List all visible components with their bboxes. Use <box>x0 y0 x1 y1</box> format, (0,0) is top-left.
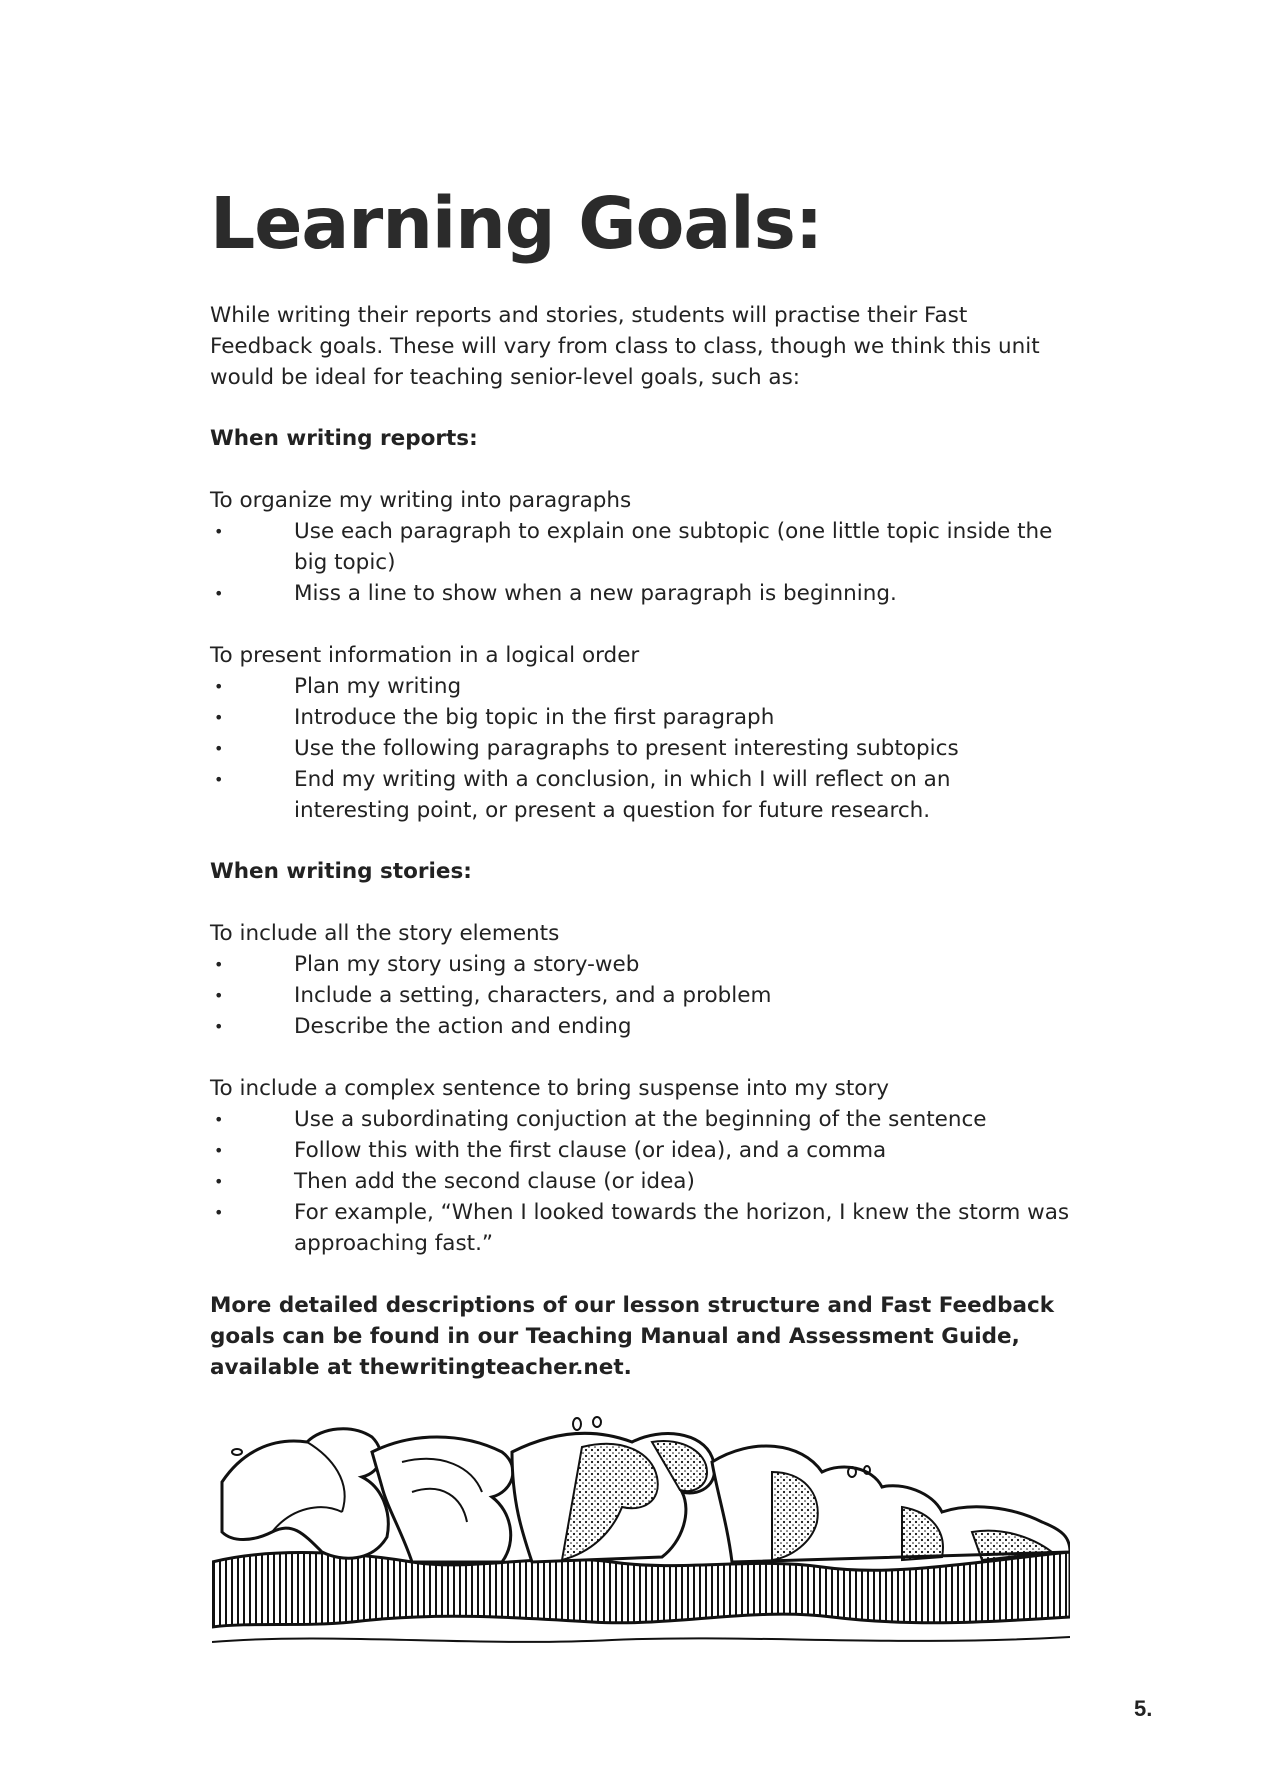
page-number: 5. <box>1134 1696 1153 1721</box>
bullet-icon: • <box>214 522 224 541</box>
list-item-text: Follow this with the first clause (or idea), and a comma <box>294 1138 887 1163</box>
list-item-text: Use a subordinating conjuction at the beginning of the sentence <box>294 1107 987 1132</box>
list-item-text: End my writing with a conclusion, in which I will reflect on an interesting point, or present a question for future research. <box>294 767 951 823</box>
list-item-text: Plan my writing <box>294 674 462 699</box>
list-item <box>210 516 1070 578</box>
list-item <box>210 671 1070 702</box>
bullet-icon: • <box>214 1172 224 1191</box>
section-heading-stories: When writing stories: <box>210 859 472 884</box>
bullet-icon: • <box>214 677 224 696</box>
page-title: Learning Goals: <box>210 182 823 265</box>
list-item-text: Use each paragraph to explain one subtopic (one little topic inside the big topic) <box>294 519 1053 575</box>
bullet-icon: • <box>214 1017 224 1036</box>
ocean-waves-illustration <box>212 1412 1070 1684</box>
section-heading-reports: When writing reports: <box>210 426 478 451</box>
bullet-icon: • <box>214 584 224 603</box>
list-item-text: Plan my story using a story-web <box>294 952 640 977</box>
list-item <box>210 702 1070 733</box>
list-item-text: Introduce the big topic in the first paragraph <box>294 705 775 730</box>
bullet-icon: • <box>214 739 224 758</box>
bullet-icon: • <box>214 955 224 974</box>
goal-title: To organize my writing into paragraphs <box>210 488 632 513</box>
bullet-icon: • <box>214 1203 224 1222</box>
list-item <box>210 1104 1070 1135</box>
list-item-text: Use the following paragraphs to present interesting subtopics <box>294 736 959 761</box>
goal-bullet-list <box>210 949 1070 1042</box>
bullet-icon: • <box>214 1141 224 1160</box>
goal-block <box>210 1073 1070 1259</box>
list-item <box>210 949 1070 980</box>
list-item-text: Then add the second clause (or idea) <box>294 1169 695 1194</box>
list-item <box>210 980 1070 1011</box>
goal-bullet-list <box>210 671 1070 826</box>
list-item <box>210 1166 1070 1197</box>
list-item <box>210 578 1070 609</box>
goal-title: To include all the story elements <box>210 921 560 946</box>
goal-bullet-list <box>210 1104 1070 1259</box>
goal-block <box>210 918 1070 1042</box>
list-item-text: Include a setting, characters, and a problem <box>294 983 772 1008</box>
footer-note: More detailed descriptions of our lesson structure and Fast Feedback goals can be found in our Teaching Manual and Assessment Guide, available at thewritingteacher.net. <box>210 1293 1055 1380</box>
bullet-icon: • <box>214 986 224 1005</box>
bullet-icon: • <box>214 770 224 789</box>
goal-title: To present information in a logical order <box>210 643 640 668</box>
list-item <box>210 764 1070 826</box>
list-item-text: For example, “When I looked towards the horizon, I knew the storm was approaching fast.” <box>294 1200 1070 1256</box>
goal-bullet-list <box>210 516 1070 609</box>
list-item <box>210 733 1070 764</box>
goal-block <box>210 485 1070 609</box>
intro-paragraph: While writing their reports and stories, students will practise their Fast Feedback goals. These will vary from class to class, though we think this unit would be ideal for teaching senior-level goals, such as: <box>210 303 1040 390</box>
bullet-icon: • <box>214 1110 224 1129</box>
page-content <box>210 180 1070 1383</box>
list-item <box>210 1011 1070 1042</box>
goal-block <box>210 640 1070 826</box>
list-item <box>210 1197 1070 1259</box>
list-item-text: Miss a line to show when a new paragraph is beginning. <box>294 581 897 606</box>
list-item-text: Describe the action and ending <box>294 1014 632 1039</box>
list-item <box>210 1135 1070 1166</box>
goal-title: To include a complex sentence to bring suspense into my story <box>210 1076 890 1101</box>
bullet-icon: • <box>214 708 224 727</box>
